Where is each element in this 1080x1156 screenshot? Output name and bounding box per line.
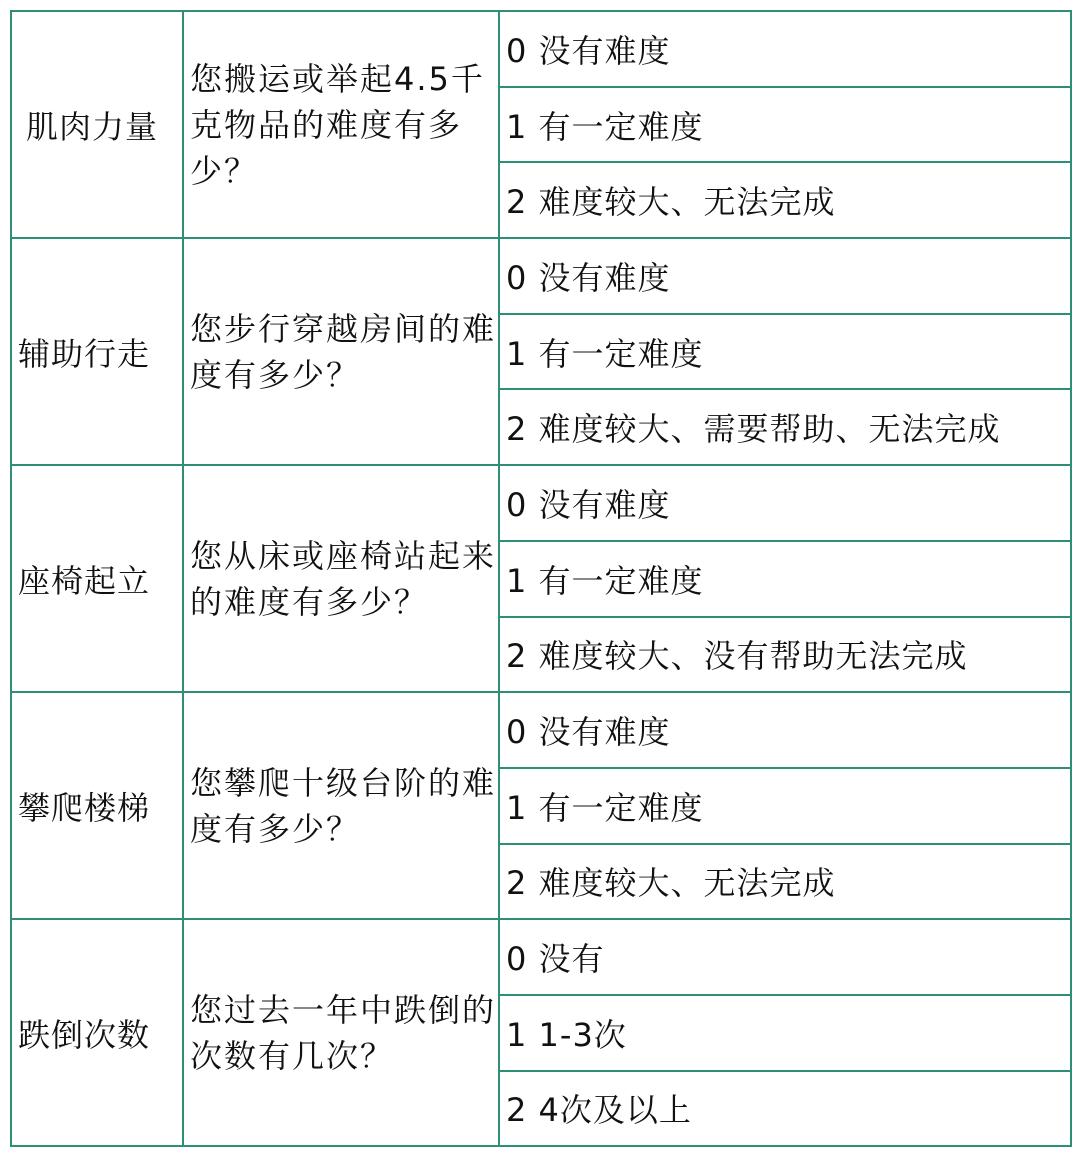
answer-option: 1 有一定难度 (499, 314, 1071, 390)
answer-option: 0 没有难度 (499, 238, 1071, 314)
question-muscle-strength: 您搬运或举起4.5千克物品的难度有多少？ (183, 11, 499, 238)
answer-option: 0 没有难度 (499, 465, 1071, 541)
answer-option: 1 1-3次 (499, 995, 1071, 1071)
question-climb-stairs: 您攀爬十级台阶的难度有多少？ (183, 692, 499, 919)
answer-option: 0 没有难度 (499, 11, 1071, 87)
answer-option: 0 没有难度 (499, 692, 1071, 768)
table-row (11, 692, 1071, 768)
question-rise-from-chair: 您从床或座椅站起来的难度有多少？ (183, 465, 499, 692)
table-row (11, 919, 1071, 995)
answer-option: 2 难度较大、需要帮助、无法完成 (499, 389, 1071, 465)
answer-option: 0 没有 (499, 919, 1071, 995)
answer-option: 2 4次及以上 (499, 1071, 1071, 1147)
answer-option: 1 有一定难度 (499, 768, 1071, 844)
question-falls: 您过去一年中跌倒的次数有几次？ (183, 919, 499, 1146)
question-assisted-walking: 您步行穿越房间的难度有多少？ (183, 238, 499, 465)
table-row (11, 465, 1071, 541)
answer-option: 2 难度较大、无法完成 (499, 162, 1071, 238)
item-label-muscle-strength: 肌肉力量 (11, 11, 183, 238)
table-row (11, 238, 1071, 314)
answer-option: 2 难度较大、无法完成 (499, 844, 1071, 920)
item-label-climb-stairs: 攀爬楼梯 (11, 692, 183, 919)
answer-option: 1 有一定难度 (499, 87, 1071, 163)
item-label-assisted-walking: 辅助行走 (11, 238, 183, 465)
answer-option: 2 难度较大、没有帮助无法完成 (499, 617, 1071, 693)
item-label-rise-from-chair: 座椅起立 (11, 465, 183, 692)
answer-option: 1 有一定难度 (499, 541, 1071, 617)
item-label-falls: 跌倒次数 (11, 919, 183, 1146)
table-row (11, 11, 1071, 87)
sarcf-questionnaire-table (10, 10, 1072, 1147)
